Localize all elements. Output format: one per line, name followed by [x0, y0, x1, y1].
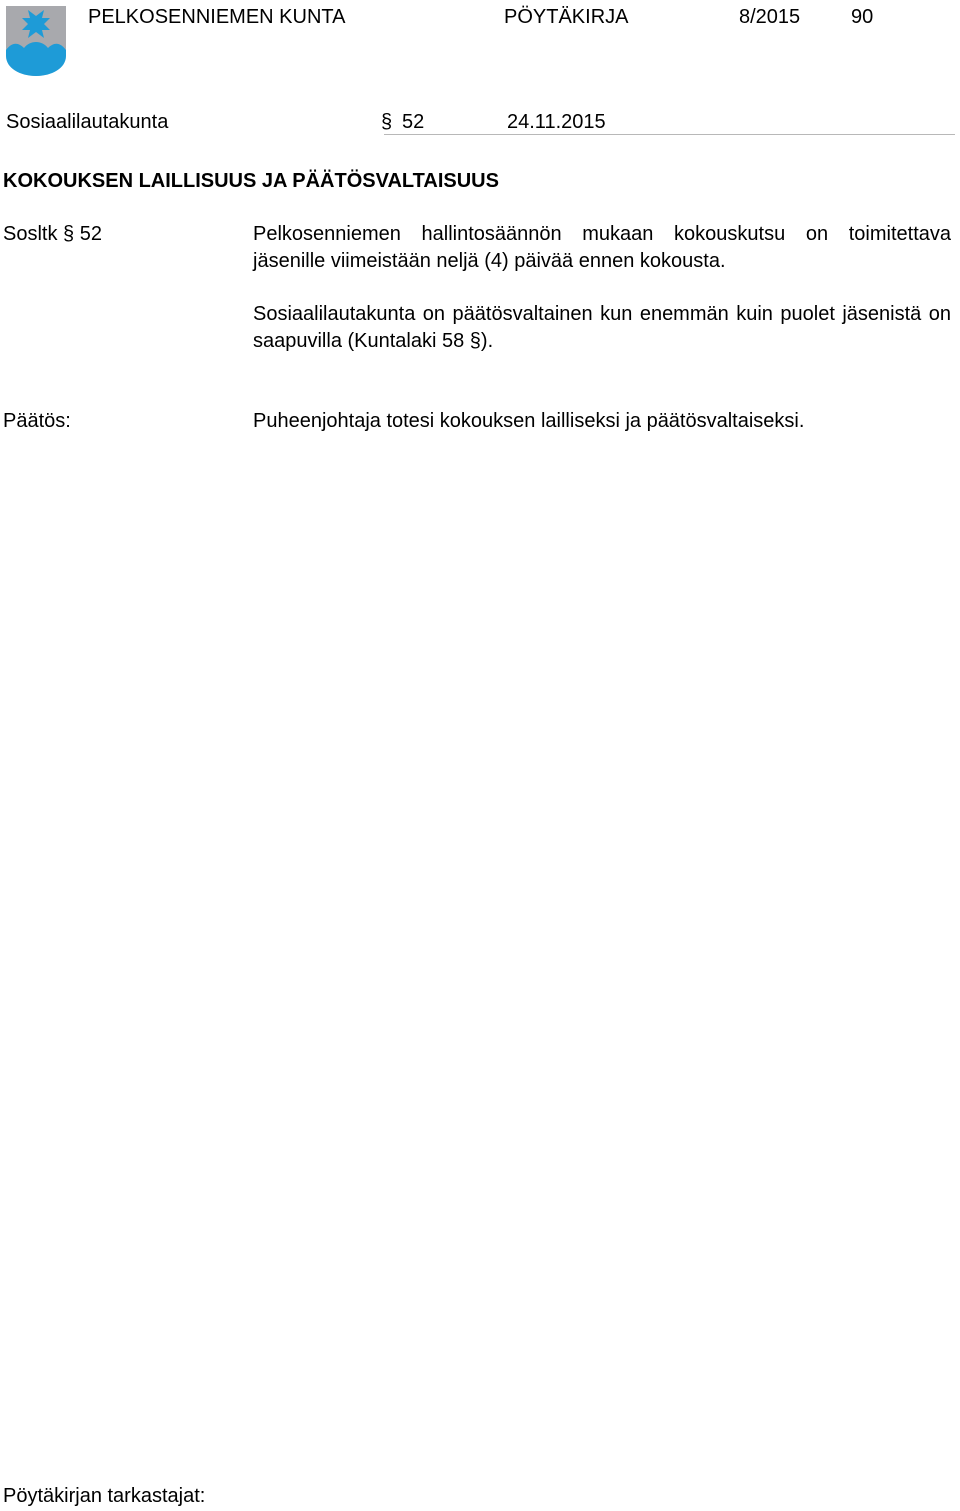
header-page-number: 90	[851, 6, 874, 28]
decision-label: Päätös:	[3, 410, 71, 432]
decision-text: Puheenjohtaja totesi kokouksen lailliseksi ja päätösvaltaiseksi.	[253, 410, 805, 432]
header-doc-number: 8/2015	[739, 6, 801, 28]
paragraph-quorum: Sosiaalilautakunta on päätösvaltainen kun enemmän kuin puolet jäsenistä on saapuvilla (Kuntalaki 58 §).	[253, 303, 951, 352]
meeting-body: Sosiaalilautakunta	[6, 111, 169, 133]
header-divider	[384, 134, 955, 135]
paragraph-invitation: Pelkosenniemen hallintosäännön mukaan kokouskutsu on toimitettava jäsenille viimeistään neljä (4) päivää ennen kokousta.	[253, 223, 951, 272]
meeting-section-number: 52	[402, 111, 425, 133]
section-reference: Sosltk § 52	[3, 223, 102, 245]
municipality-crest-logo	[4, 4, 68, 78]
meeting-date: 24.11.2015	[507, 111, 606, 133]
section-title: KOKOUKSEN LAILLISUUS JA PÄÄTÖSVALTAISUUS	[3, 170, 499, 192]
section-symbol: §	[381, 111, 393, 133]
reviewers-label: Pöytäkirjan tarkastajat:	[3, 1485, 206, 1507]
header-municipality: PELKOSENNIEMEN KUNTA	[88, 6, 346, 28]
header-doc-type: PÖYTÄKIRJA	[504, 6, 629, 28]
